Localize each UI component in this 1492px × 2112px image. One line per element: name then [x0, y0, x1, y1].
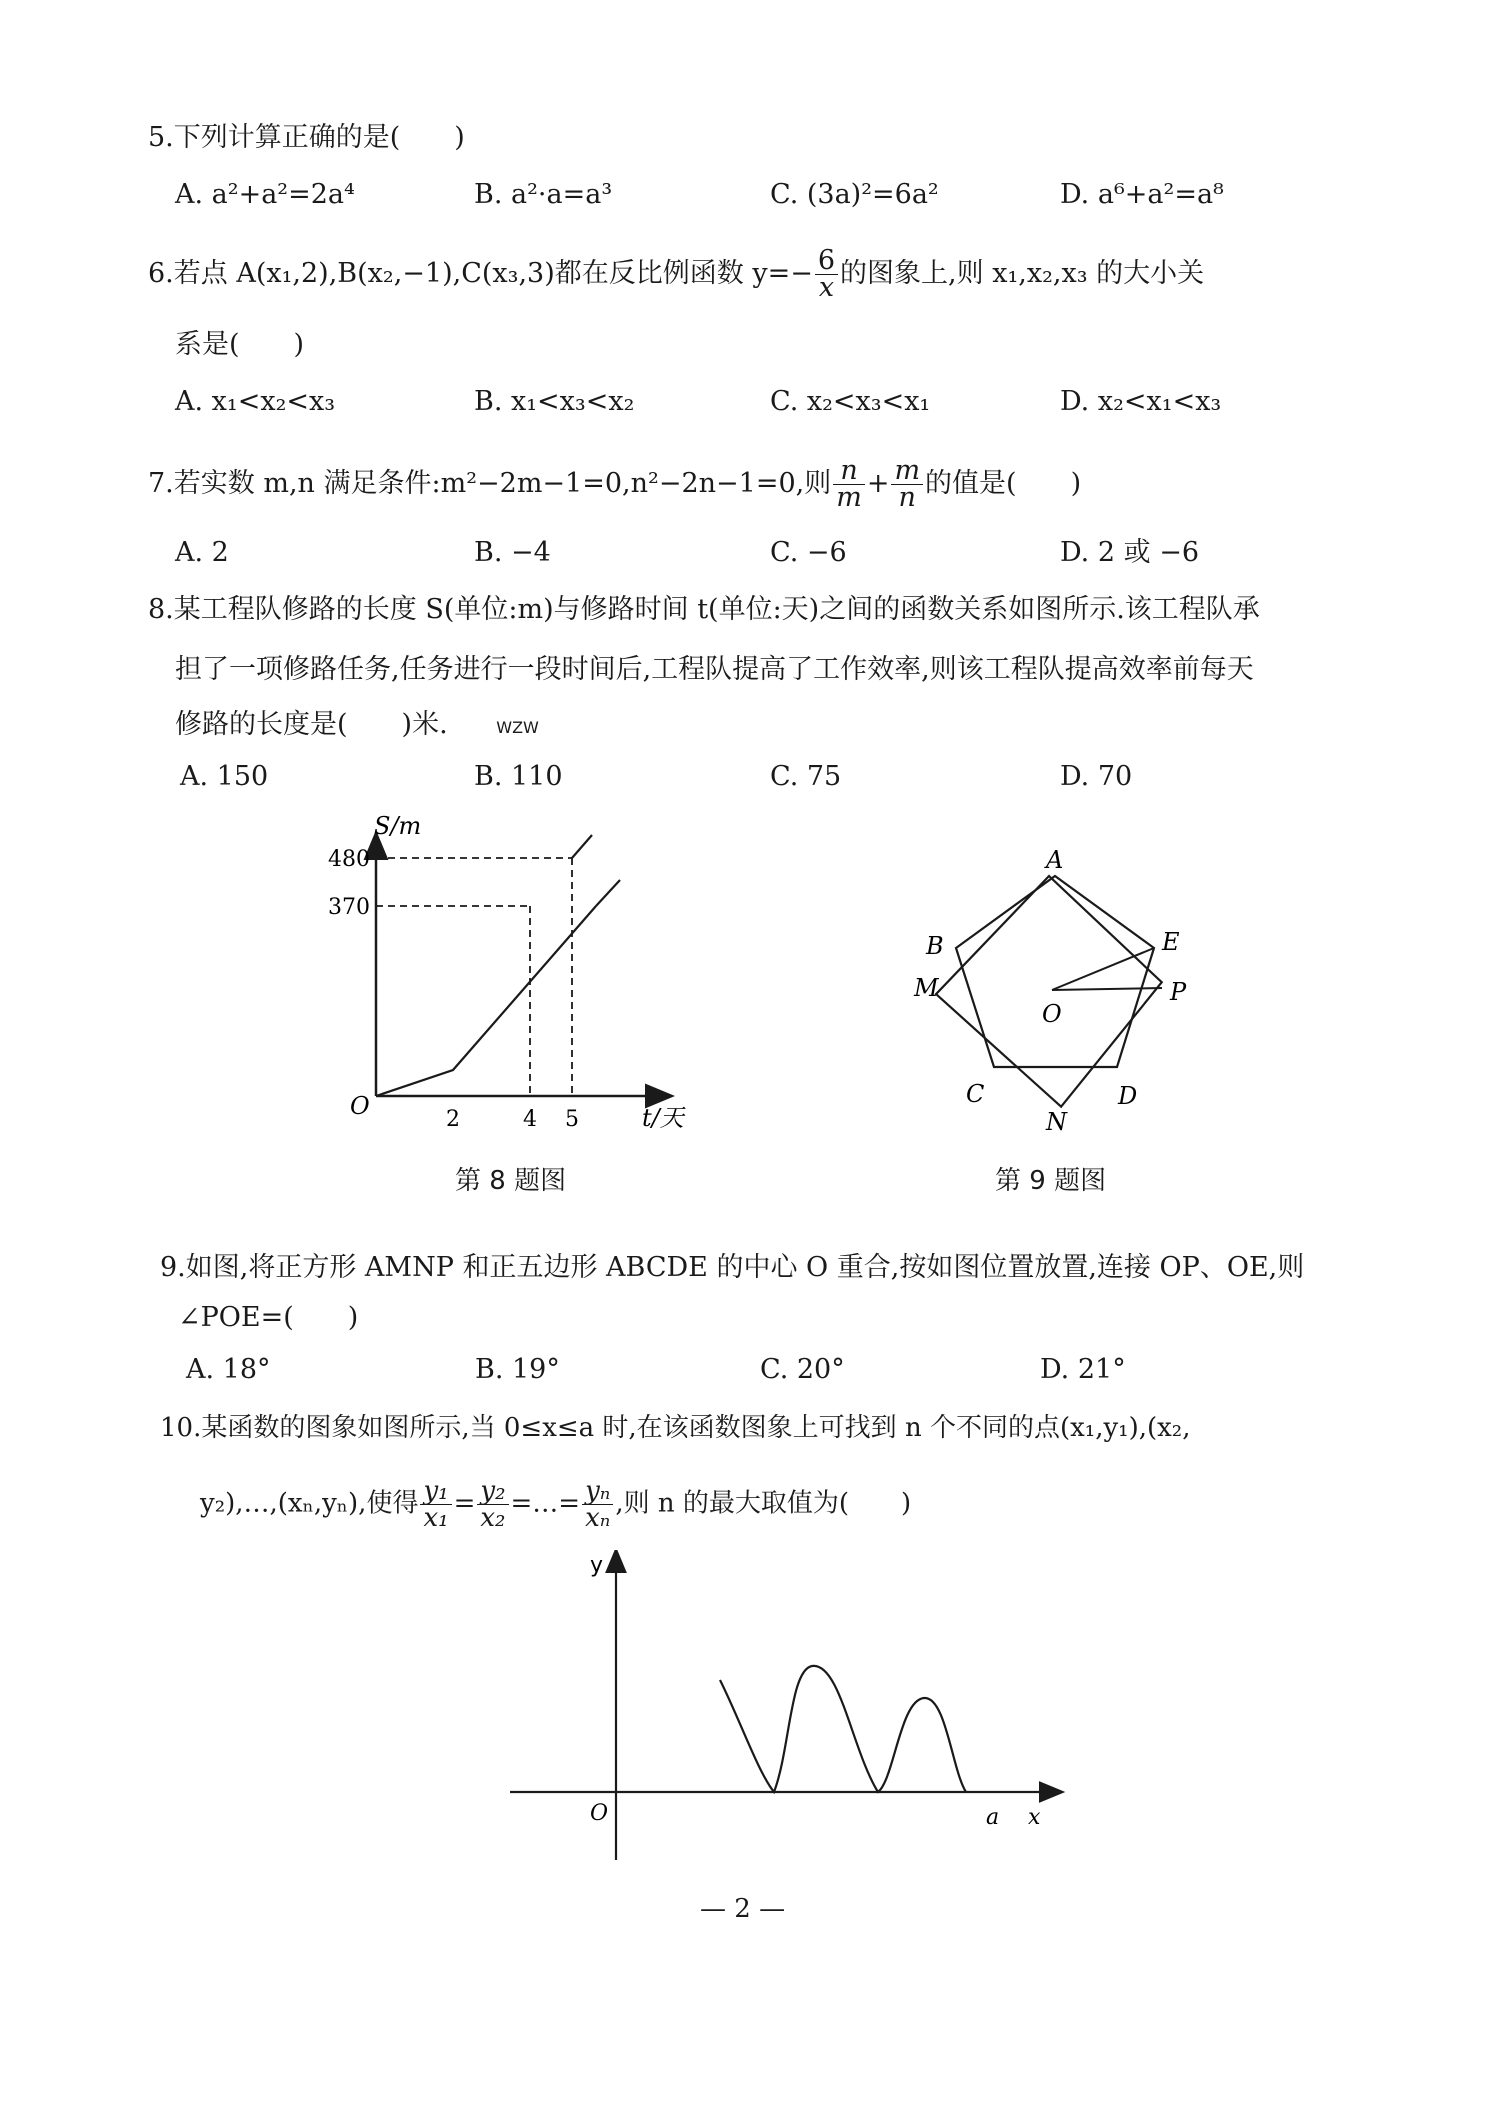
q7-stem-part1: 7.若实数 m,n 满足条件:m²−2m−1=0,n²−2n−1=0,则 — [148, 468, 832, 499]
fig10-xlabel: x — [1028, 1805, 1041, 1830]
q5-option-c: C. (3a)²=6a² — [770, 179, 939, 210]
figure-8-caption: 第 8 题图 — [455, 1166, 567, 1196]
q7-plus: + — [866, 468, 890, 499]
s-t-line-extension — [596, 880, 620, 906]
figure-8-graph — [320, 810, 740, 1140]
q10-line2-part2: ,则 n 的最大取值为( ) — [615, 1488, 912, 1519]
q7-frac1-den: m — [836, 482, 862, 513]
q10-eq1: = — [453, 1488, 476, 1519]
q8-option-d: D. 70 — [1060, 761, 1133, 792]
q10-fraction-1 — [420, 1478, 451, 1531]
q10-f2-den: x₂ — [480, 1503, 506, 1533]
label-o: O — [1042, 1000, 1062, 1028]
label-e: E — [1162, 928, 1180, 956]
q7-frac2-den: n — [898, 482, 916, 513]
q7-fraction-2 — [891, 455, 923, 513]
q7-option-a: A. 2 — [175, 537, 229, 568]
watermark: WZW — [496, 718, 539, 737]
figure-9-diagram — [900, 840, 1220, 1140]
q6-option-b: B. x₁<x₃<x₂ — [474, 386, 635, 417]
q10-line1: 10.某函数的图象如图所示,当 0≤x≤a 时,在该函数图象上可找到 n 个不同的点(x₁,y₁),(x₂, — [160, 1413, 1191, 1443]
label-b: B — [926, 932, 944, 960]
q10-fraction-3 — [582, 1478, 613, 1531]
q6-option-c: C. x₂<x₃<x₁ — [770, 386, 931, 417]
q8-option-a: A. 150 — [180, 761, 269, 792]
q9-line1: 9.如图,将正方形 AMNP 和正五边形 ABCDE 的中心 O 重合,按如图位置放置,连接 OP、OE,则 — [160, 1252, 1305, 1283]
q6-stem-part1: 6.若点 A(x₁,2),B(x₂,−1),C(x₃,3)都在反比例函数 y=− — [148, 258, 813, 289]
q7-fraction-1 — [833, 455, 865, 513]
figure-10-graph — [500, 1550, 1080, 1870]
q10-f3-num: yₙ — [582, 1478, 613, 1505]
q10-f2-num: y₂ — [477, 1478, 508, 1505]
q7-stem — [148, 455, 1082, 513]
label-a: A — [1046, 846, 1064, 874]
q10-line2 — [200, 1478, 911, 1531]
q7-option-d: D. 2 或 −6 — [1060, 537, 1199, 568]
q8-line1: 8.某工程队修路的长度 S(单位:m)与修路时间 t(单位:天)之间的函数关系如图所示.该工程队承 — [148, 594, 1260, 625]
q9-option-a: A. 18° — [186, 1354, 271, 1385]
q6-stem — [148, 245, 1205, 303]
q10-fraction-2 — [477, 1478, 508, 1531]
q6-fraction — [815, 245, 838, 303]
q8-option-c: C. 75 — [770, 761, 842, 792]
fig8-ytick-480: 480 — [328, 847, 370, 872]
q10-f3-den: xₙ — [585, 1503, 611, 1533]
q10-f1-num: y₁ — [420, 1478, 451, 1505]
s-t-line — [376, 906, 596, 1096]
q5-option-d: D. a⁶+a²=a⁸ — [1060, 179, 1224, 210]
q6-frac-den: x — [818, 272, 835, 303]
q9-option-d: D. 21° — [1040, 1354, 1126, 1385]
figure-9-caption: 第 9 题图 — [995, 1166, 1107, 1196]
q8-option-b: B. 110 — [474, 761, 563, 792]
function-curve — [720, 1666, 966, 1792]
q7-frac2-num: m — [891, 458, 923, 485]
label-m: M — [914, 974, 939, 1002]
q6-stem-part2: 的图象上,则 x₁,x₂,x₃ 的大小关 — [840, 258, 1205, 289]
square-amnp — [930, 870, 1168, 1113]
fig8-xlabel: t/天 — [642, 1104, 684, 1132]
label-c: C — [966, 1080, 985, 1108]
q9-line2: ∠POE=( ) — [178, 1302, 359, 1333]
q6-option-d: D. x₂<x₁<x₃ — [1060, 386, 1222, 417]
q6-stem-line2: 系是( ) — [175, 329, 305, 360]
fig10-origin: O — [590, 1801, 609, 1826]
label-n: N — [1046, 1108, 1067, 1136]
segment-op — [1052, 988, 1162, 990]
fig10-ylabel: y — [590, 1553, 604, 1578]
fig8-ylabel: S/m — [374, 812, 422, 840]
fig10-a-label: a — [986, 1805, 1000, 1830]
segment-oe — [1052, 948, 1154, 990]
q6-frac-num: 6 — [815, 248, 838, 275]
fig8-ytick-370: 370 — [328, 895, 370, 920]
q8-line3-text: 修路的长度是( )米. — [175, 709, 448, 740]
q7-option-b: B. −4 — [474, 537, 551, 568]
q8-line3 — [175, 705, 539, 748]
s-t-line-top — [572, 835, 592, 858]
q10-eq2: =…= — [510, 1488, 581, 1519]
fig8-origin: O — [350, 1092, 370, 1120]
page-number: — 2 — — [700, 1894, 786, 1924]
q5-option-b: B. a²·a=a³ — [474, 179, 613, 210]
q5-stem: 5.下列计算正确的是( ) — [148, 122, 465, 153]
label-p: P — [1170, 978, 1187, 1006]
q7-option-c: C. −6 — [770, 537, 847, 568]
fig8-xtick-2: 2 — [446, 1107, 460, 1132]
q10-f1-den: x₁ — [423, 1503, 449, 1533]
q9-option-c: C. 20° — [760, 1354, 845, 1385]
q8-line2: 担了一项修路任务,任务进行一段时间后,工程队提高了工作效率,则该工程队提高效率前每天 — [175, 654, 1254, 685]
fig8-xtick-5: 5 — [565, 1107, 579, 1132]
fig8-xtick-4: 4 — [523, 1107, 537, 1132]
q7-frac1-num: n — [833, 458, 865, 485]
q7-stem-part2: 的值是( ) — [925, 468, 1082, 499]
q6-option-a: A. x₁<x₂<x₃ — [175, 386, 336, 417]
q9-option-b: B. 19° — [475, 1354, 560, 1385]
q5-option-a: A. a²+a²=2a⁴ — [175, 179, 355, 210]
label-d: D — [1118, 1082, 1138, 1110]
q10-line2-part1: y₂),…,(xₙ,yₙ),使得 — [200, 1488, 419, 1519]
